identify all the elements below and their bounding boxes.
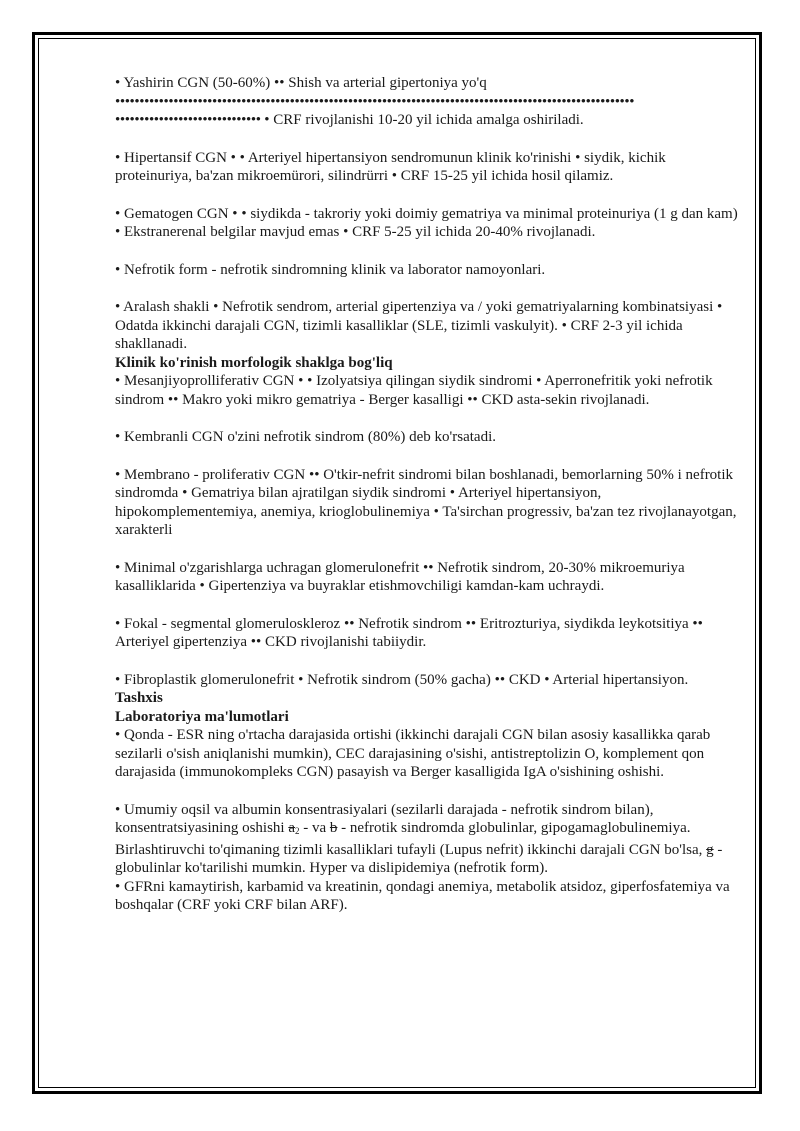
bullet-dots-line: ••••••••••••••••••••••••••••••••••••••••••••••••••••••••••••••••••••••••••••••••••••••••••••••••••••••••••• [115,93,635,110]
document-body [115,74,745,915]
alpha-symbol: a [288,820,295,836]
gamma-symbol: g [706,841,714,858]
heading-laboratory: Laboratoriya ma'lumotlari [115,708,289,725]
alpha-subscript: 2 [295,826,300,836]
paragraph-protein-albumin [115,801,745,878]
paragraph-membranoproliferative: • Membrano - proliferativ CGN •• O'tkir-nefrit sindromi bilan boshlanadi, bemorlarning 50% i nefrotik sindromda • Gematriya bilan ajratilgan siydik sindromi • Arteriyel hipertansiyon, hipokomplementemiya, anemiya, krioglobulinemiya • Ta'sirchan progressiv, ba'zan tez rivojlanayotgan, xarakterli [115,466,737,538]
paragraph-nephrotic-form: • Nefrotik form - nefrotik sindromning klinik va laborator namoyonlari. [115,261,546,278]
paragraph-mixed-form: • Aralash shakli • Nefrotik sendrom, arterial gipertenziya va / yoki gematriyalarning kombinatsiyasi • Odatda ikkinchi darajali CGN, tizimli kasalliklar (SLE, tizimli vaskulyit). • CRF 2-3 yil ichida shakllanadi. [115,299,723,352]
text-span: - va [299,820,330,836]
paragraph-membranous: • Kembranli CGN o'zini nefrotik sindrom (80%) deb ko'rsatadi. [115,429,496,445]
beta-symbol: b [329,820,338,836]
paragraph-crf-latent [115,111,745,130]
text-span: - globulinlar ko'tarilishi mumkin. Hyper va dislipidemiya (nefrotik form). [115,841,723,876]
paragraph-mesangioproliferative: • Mesanjiyoprolliferativ CGN • • Izolyatsiya qilingan siydik sindromi • Aperronefritik yoki nefrotik sindrom •• Makro yoki mikro gematriya - Berger kasalligi •• CKD asta-sekin rivojlanadi. [115,373,713,408]
bullet-dots-tail: •••••••••••••••••••••••••••••• [115,112,261,128]
text-span: • Umumiy oqsil va albumin konsentrasiyalari (sezilarli darajada - nefrotik sindrom bilan), konsentratsiyasining oshishi [115,801,654,836]
paragraph-hematogenic-cgn: • Gematogen CGN • • siydikda - takroriy yoki doimiy gematriya va minimal proteinuriya (1 g dan kam) • Ekstranerenal belgilar mavjud emas • CRF 5-25 yil ichida 20-40% rivojlanadi. [115,205,738,240]
heading-diagnosis: Tashxis [115,690,163,706]
paragraph-crf-latent-text: • CRF rivojlanishi 10-20 yil ichida amalga oshiriladi. [260,112,584,128]
heading-morphology: Klinik ko'rinish morfologik shaklga bog'liq [115,354,393,371]
paragraph-fibroplastic: • Fibroplastik glomerulonefrit • Nefrotik sindrom (50% gacha) •• CKD • Arterial hipertansiyon. [115,671,689,688]
paragraph-hypertensive-cgn: • Hipertansif CGN • • Arteriyel hipertansiyon sendromunun klinik ko'rinishi • siydik, kichik proteinuriya, ba'zan mikroemürori, silindrürri • CRF 15-25 yil ichida hosil qilamiz. [115,149,666,184]
paragraph-blood-tests: • Qonda - ESR ning o'rtacha darajasida ortishi (ikkinchi darajali CGN bilan asosiy kasallikka qarab sezilarli o'sish aniqlanishi mumkin), CEC darajasining o'sishi, antistreptolizin O, komplement qon darajasida (immunokompleks CGN) pasayish va Berger kasalligida IgA o'sishining oshishi. [115,727,711,780]
paragraph-fsgs: • Fokal - segmental glomeruloskleroz •• Nefrotik sindrom •• Eritrozturiya, siydikda leykotsitiya •• Arteriyel gipertenziya •• CKD rivojlanishi tabiiydir. [115,615,703,650]
paragraph-minimal-change: • Minimal o'zgarishlarga uchragan glomerulonefrit •• Nefrotik sindrom, 20-30% mikroemuriya kasalliklarida • Gipertenziya va buyraklar etishmovchiligi kamdan-kam uchraydi. [115,559,685,594]
paragraph-latent-cgn: • Yashirin CGN (50-60%) •• Shish va arterial gipertoniya yo'q [115,75,487,91]
text-span: - nefrotik sindromda globulinlar, gipogamaglobulinemiya. Birlashtiruvchi to'qimaning tizimli kasalliklari tufayli (Lupus nefrit) ikkinchi darajali CGN bo'lsa, [115,820,707,858]
paragraph-gfr: • GFRni kamaytirish, karbamid va kreatinin, qondagi anemiya, metabolik atsidoz, giperfosfatemiya va boshqalar (CRF yoki CRF bilan ARF). [115,878,730,913]
